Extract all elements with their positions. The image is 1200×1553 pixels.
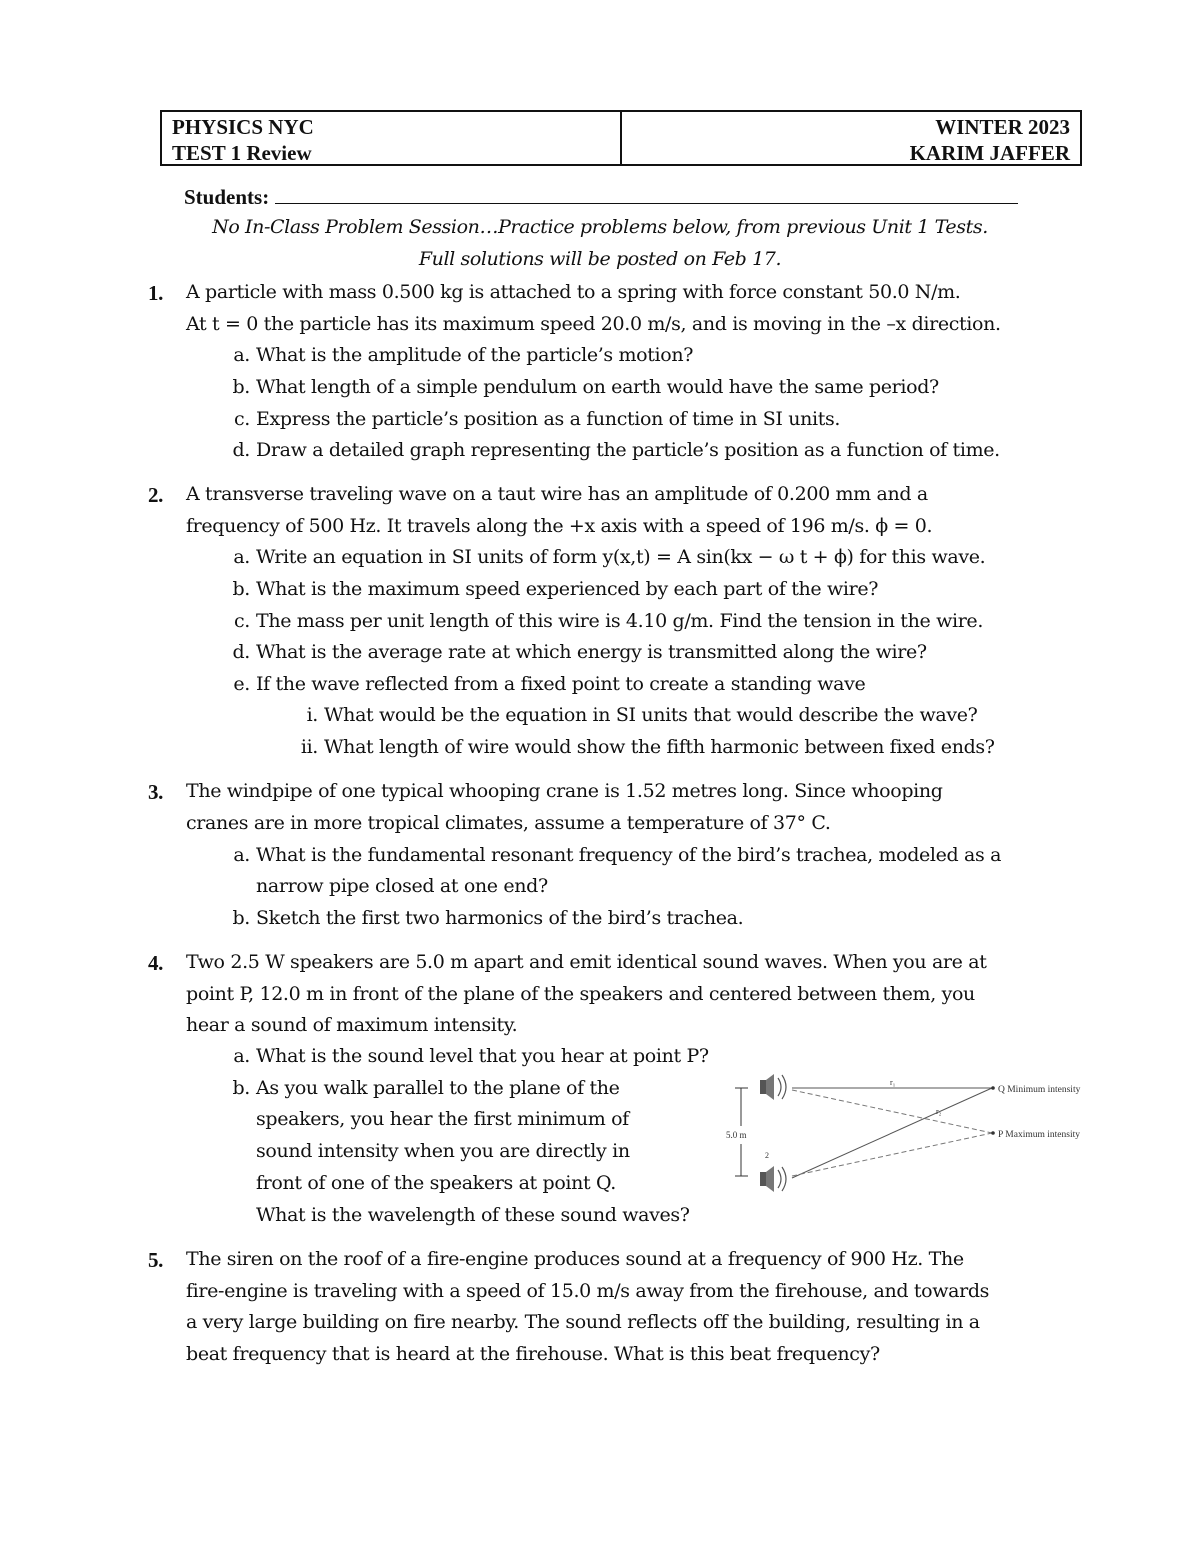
test-title: TEST 1 Review bbox=[172, 141, 312, 165]
question-text: The windpipe of one typical whooping crane is 1.52 metres long. Since whooping bbox=[186, 780, 943, 802]
point-p bbox=[991, 1131, 995, 1135]
instructor: KARIM JAFFER bbox=[909, 141, 1070, 165]
question-part: c. Express the particle’s position as a function of time in SI units. bbox=[234, 408, 841, 430]
question-part: a. What is the amplitude of the particle’s motion? bbox=[233, 344, 694, 366]
question-text: hear a sound of maximum intensity. bbox=[186, 1014, 518, 1036]
header-table bbox=[160, 110, 1082, 166]
question-part: a. What is the sound level that you hear at point P? bbox=[233, 1045, 709, 1067]
question-part: b. As you walk parallel to the plane of the bbox=[232, 1077, 620, 1099]
question-part: What is the wavelength of these sound waves? bbox=[256, 1204, 690, 1226]
r2-label: r₂ bbox=[936, 1107, 942, 1116]
question-part: d. Draw a detailed graph representing the particle’s position as a function of time. bbox=[232, 439, 1000, 461]
question-text: A particle with mass 0.500 kg is attached to a spring with force constant 50.0 N/m. bbox=[186, 281, 961, 303]
students-label: Students: bbox=[184, 185, 270, 209]
p-label: P Maximum intensity bbox=[998, 1130, 1080, 1140]
question-text: a very large building on fire nearby. The sound reflects off the building, resulting in a bbox=[186, 1311, 980, 1333]
question-part: narrow pipe closed at one end? bbox=[256, 875, 548, 897]
question-part: speakers, you hear the first minimum of bbox=[256, 1108, 629, 1130]
question-text: The siren on the roof of a fire-engine produces sound at a frequency of 900 Hz. The bbox=[186, 1248, 964, 1270]
question-part: b. What length of a simple pendulum on earth would have the same period? bbox=[232, 376, 939, 398]
note-line-1: No In-Class Problem Session…Practice problems below, from previous Unit 1 Tests. bbox=[212, 216, 988, 238]
ray-r2 bbox=[792, 1088, 992, 1178]
question-text: cranes are in more tropical climates, assume a temperature of 37° C. bbox=[186, 812, 831, 834]
students-blank-line[interactable] bbox=[275, 183, 1018, 204]
question-number: 1. bbox=[148, 281, 164, 305]
dashed-ray-lower bbox=[792, 1133, 992, 1176]
question-part: c. The mass per unit length of this wire is 4.10 g/m. Find the tension in the wire. bbox=[234, 610, 984, 632]
question-number: 3. bbox=[148, 780, 164, 804]
question-text: frequency of 500 Hz. It travels along the +x axis with a speed of 196 m/s. ϕ = 0. bbox=[186, 515, 933, 537]
question-part: d. What is the average rate at which energy is transmitted along the wire? bbox=[232, 641, 927, 663]
question-subpart: ii. What length of wire would show the fifth harmonic between fixed ends? bbox=[300, 736, 995, 758]
question-part: a. What is the fundamental resonant frequency of the bird’s trachea, modeled as a bbox=[233, 844, 1002, 866]
speaker-2-icon bbox=[760, 1166, 786, 1192]
course-title: PHYSICS NYC bbox=[172, 115, 314, 139]
question-text: At t = 0 the particle has its maximum speed 20.0 m/s, and is moving in the –x direction. bbox=[186, 313, 1001, 335]
note-line-2: Full solutions will be posted on Feb 17. bbox=[418, 248, 782, 270]
question-part: b. What is the maximum speed experienced by each part of the wire? bbox=[232, 578, 879, 600]
r1-label: r₁ bbox=[890, 1078, 896, 1087]
speaker-1-icon bbox=[760, 1074, 786, 1100]
question-part: sound intensity when you are directly in bbox=[256, 1140, 630, 1162]
students-field[interactable] bbox=[184, 183, 1018, 210]
term: WINTER 2023 bbox=[935, 115, 1070, 139]
speaker-2-label: 2 bbox=[765, 1151, 769, 1160]
speaker-interference-figure bbox=[720, 1068, 1105, 1198]
distance-label: 5.0 m bbox=[726, 1130, 747, 1140]
q-label: Q Minimum intensity bbox=[998, 1085, 1081, 1095]
question-part: e. If the wave reflected from a fixed point to create a standing wave bbox=[233, 673, 866, 695]
question-text: beat frequency that is heard at the firehouse. What is this beat frequency? bbox=[186, 1343, 880, 1365]
question-text: A transverse traveling wave on a taut wire has an amplitude of 0.200 mm and a bbox=[186, 483, 928, 505]
question-number: 2. bbox=[148, 483, 164, 507]
question-part: front of one of the speakers at point Q. bbox=[256, 1172, 616, 1194]
header-left bbox=[162, 112, 622, 164]
question-text: fire-engine is traveling with a speed of 15.0 m/s away from the firehouse, and towards bbox=[186, 1280, 990, 1302]
point-q bbox=[991, 1086, 995, 1090]
question-number: 4. bbox=[148, 951, 164, 975]
header-right bbox=[622, 112, 1080, 164]
question-part: a. Write an equation in SI units of form y(x,t) = A sin(kx − ω t + ϕ) for this wave. bbox=[233, 546, 986, 568]
question-number: 5. bbox=[148, 1248, 164, 1272]
question-subpart: i. What would be the equation in SI units that would describe the wave? bbox=[306, 704, 978, 726]
question-text: Two 2.5 W speakers are 5.0 m apart and emit identical sound waves. When you are at bbox=[186, 951, 987, 973]
dashed-ray-upper bbox=[792, 1090, 992, 1133]
question-part: b. Sketch the first two harmonics of the bird’s trachea. bbox=[232, 907, 744, 929]
question-text: point P, 12.0 m in front of the plane of the speakers and centered between them, you bbox=[186, 983, 975, 1005]
